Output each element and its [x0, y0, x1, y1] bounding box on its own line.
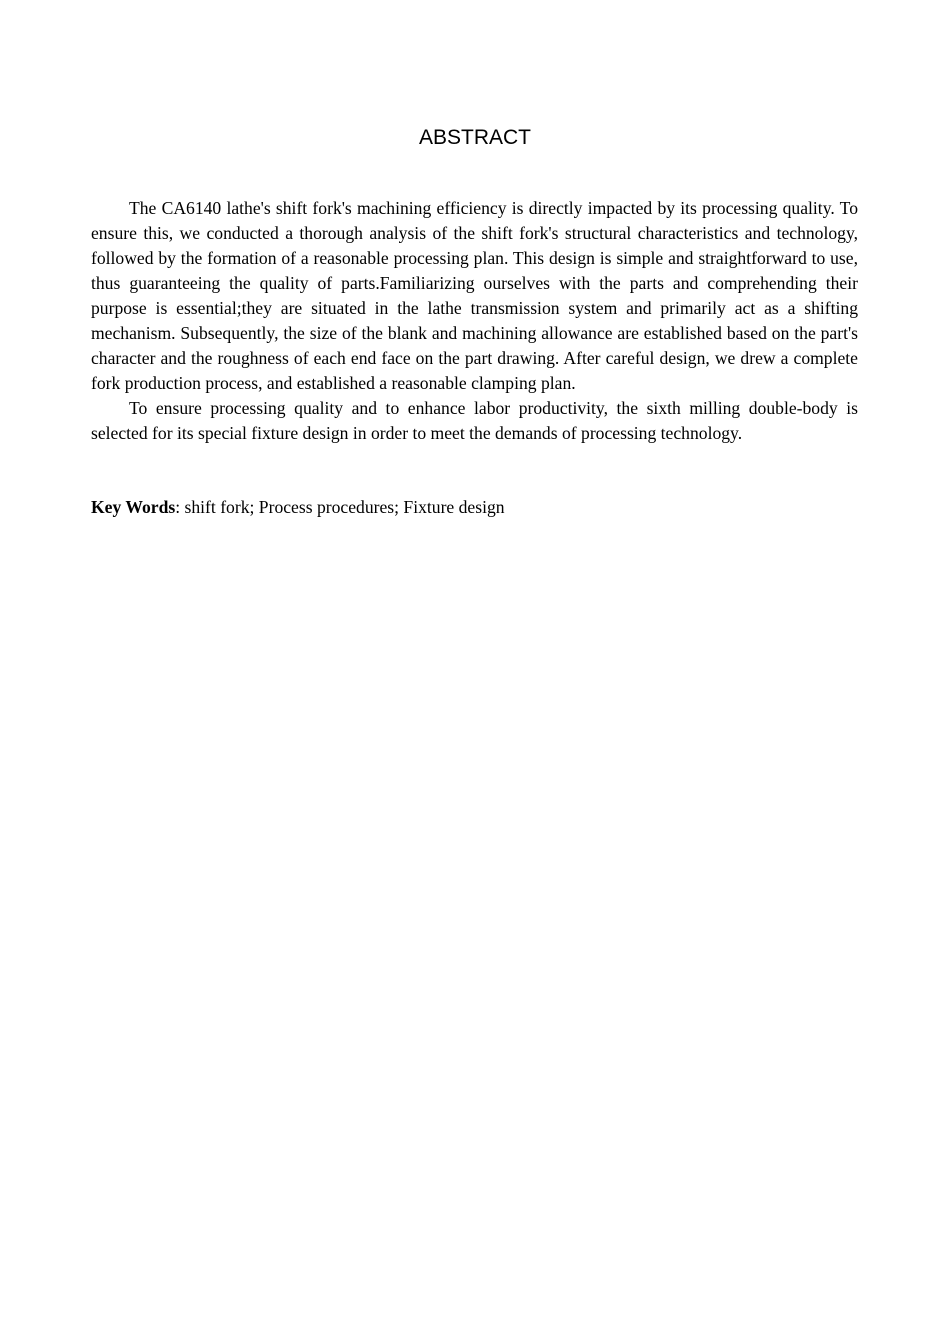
abstract-title: ABSTRACT — [418, 126, 531, 149]
abstract-paragraph-2: To ensure processing quality and to enhance labor productivity, the sixth milling double-body is selected for its special fixture design in order to meet the demands of processing technology. — [91, 398, 858, 443]
keywords-line — [91, 495, 858, 520]
abstract-paragraph-1: The CA6140 lathe's shift fork's machining efficiency is directly impacted by its processing quality. To ensure this, we conducted a thorough analysis of the shift fork's structural characteristics and technology, followed by the formation of a reasonable processing plan. This design is simple and straightforward to use, thus guaranteeing the quality of parts.Familiarizing ourselves with the parts and comprehending their purpose is essential;they are situated in the lathe transmission system and primarily act as a shifting mechanism. Subsequently, the size of the blank and machining allowance are established based on the part's character and the roughness of each end face on the part drawing. After careful design, we drew a complete fork production process, and established a reasonable clamping plan. — [91, 198, 858, 393]
abstract-body — [91, 196, 858, 446]
keywords-label: Key Words — [91, 497, 176, 517]
keywords-text: : shift fork; Process procedures; Fixture design — [175, 497, 505, 517]
